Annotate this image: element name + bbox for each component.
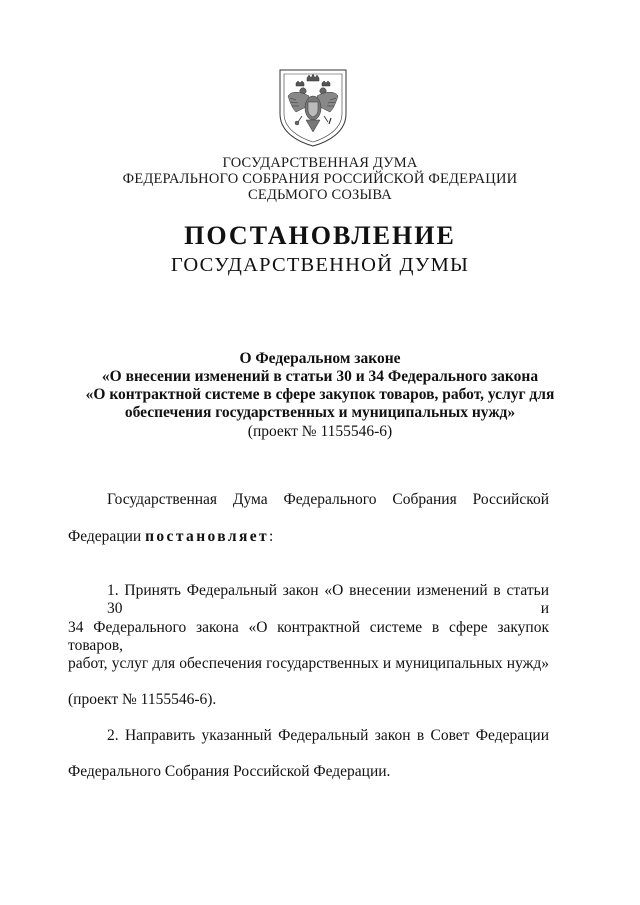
decree-verb: постановляет [145,528,270,545]
subject-line-1: О Федеральном законе [239,350,401,367]
item-2-line-2: Федерального Собрания Российской Федерации. [68,763,391,780]
org-name-line-2: ФЕДЕРАЛЬНОГО СОБРАНИЯ РОССИЙСКОЙ ФЕДЕРАЦИИ [122,171,518,187]
bill-number: (проект № 1155546-6) [247,423,393,440]
org-name-line-1: ГОСУДАРСТВЕННАЯ ДУМА [222,155,418,171]
item-2-line-1: 2. Направить указанный Федеральный закон в Совет Федерации [107,727,549,744]
document-title: ПОСТАНОВЛЕНИЕ [184,221,456,250]
convocation-line: СЕДЬМОГО СОЗЫВА [248,187,392,203]
item-1-line-4: (проект № 1155546-6). [68,691,217,708]
preamble-line-1: Государственная Дума Федерального Собрания Российской [107,491,549,508]
preamble-line-2 [68,528,273,546]
preamble-colon: : [269,528,274,545]
preamble-prefix: Федерации [68,528,146,545]
item-1-line-1: 1. Принять Федеральный закон «О внесении изменений в статьи 30 и [107,582,549,617]
subject-line-4: обеспечения государственных и муниципальных нужд» [124,404,516,421]
russian-coat-of-arms-icon [276,66,350,148]
item-1-line-2: 34 Федерального закона «О контрактной системе в сфере закупок товаров, [68,619,549,654]
item-1-line-3: работ, услуг для обеспечения государственных и муниципальных нужд» [68,655,549,672]
subject-line-3: «О контрактной системе в сфере закупок товаров, работ, услуг для [85,386,555,403]
document-subtitle: ГОСУДАРСТВЕННОЙ ДУМЫ [170,254,470,276]
subject-line-2: «О внесении изменений в статьи 30 и 34 Федерального закона [101,368,539,385]
